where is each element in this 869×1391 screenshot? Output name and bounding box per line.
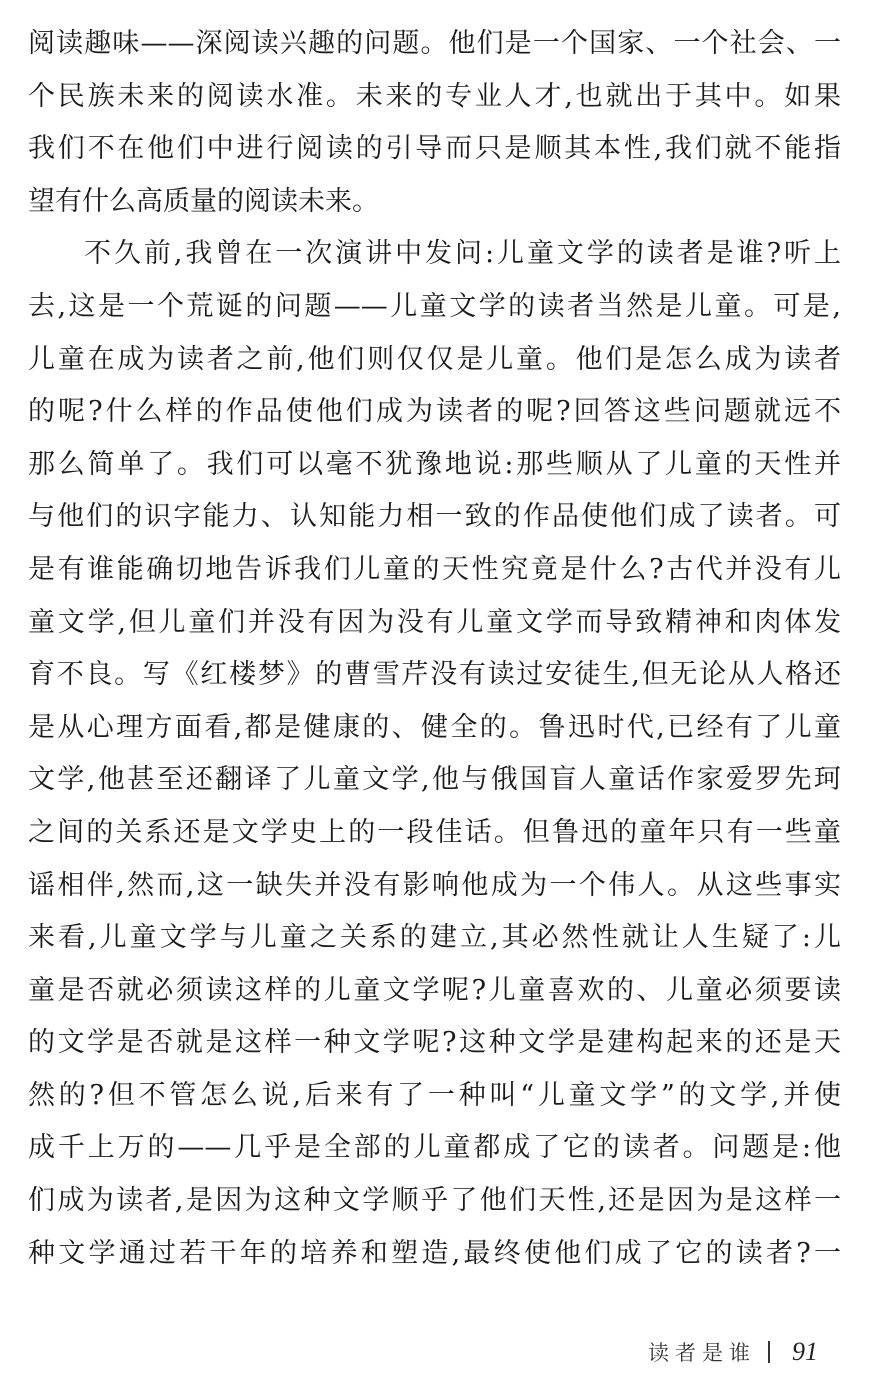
text-line: 是有谁能确切地告诉我们儿童的天性究竟是什么?古代并没有儿 [28, 553, 841, 585]
text-line: 种文学通过若干年的培养和塑造,最终使他们成了它的读者?一 [28, 1237, 841, 1269]
text-line: 谣相伴,然而,这一缺失并没有影响他成为一个伟人。从这些事实 [28, 869, 841, 901]
text-line: 们成为读者,是因为这种文学顺乎了他们天性,还是因为是这样一 [28, 1185, 841, 1217]
text-line: 成千上万的——几乎是全部的儿童都成了它的读者。问题是:他 [28, 1132, 841, 1164]
text-line: 我们不在他们中进行阅读的引导而只是顺其本性,我们就不能指 [28, 133, 841, 165]
running-title: 读者是谁 [648, 1341, 756, 1365]
text-line: 来看,儿童文学与儿童之关系的建立,其必然性就让人生疑了:儿 [28, 922, 841, 954]
text-line: 文学,他甚至还翻译了儿童文学,他与俄国盲人童话作家爱罗先珂 [28, 764, 841, 796]
text-line: 是从心理方面看,都是健康的、健全的。鲁迅时代,已经有了儿童 [28, 711, 841, 743]
page-footer [648, 1332, 818, 1372]
text-line: 童是否就必须读这样的儿童文学呢?儿童喜欢的、儿童必须要读 [28, 974, 841, 1006]
text-line: 之间的关系还是文学史上的一段佳话。但鲁迅的童年只有一些童 [28, 816, 841, 848]
text-line: 去,这是一个荒诞的问题——儿童文学的读者当然是儿童。可是, [28, 290, 841, 322]
text-line: 阅读趣味——深阅读兴趣的问题。他们是一个国家、一个社会、一 [28, 28, 841, 59]
text-line: 的呢?什么样的作品使他们成为读者的呢?回答这些问题就远不 [28, 396, 841, 428]
text-line: 育不良。写《红楼梦》的曹雪芹没有读过安徒生,但无论从人格还 [28, 659, 841, 691]
page-body [28, 18, 841, 1280]
text-line: 与他们的识字能力、认知能力相一致的作品使他们成了读者。可 [28, 501, 841, 533]
text-line: 个民族未来的阅读水准。未来的专业人才,也就出于其中。如果 [28, 80, 841, 112]
text-line: 童文学,但儿童们并没有因为没有儿童文学而导致精神和肉体发 [28, 606, 841, 638]
paragraph-start-line: 不久前,我曾在一次演讲中发问:儿童文学的读者是谁?听上 [84, 238, 841, 270]
text-line: 的文学是否就是这样一种文学呢?这种文学是建构起来的还是天 [28, 1027, 841, 1059]
footer-divider [768, 1341, 770, 1363]
text-line: 然的?但不管怎么说,后来有了一种叫“儿童文学”的文学,并使 [28, 1079, 841, 1111]
text-line: 望有什么高质量的阅读未来。 [28, 185, 379, 217]
text-line: 那么简单了。我们可以毫不犹豫地说:那些顺从了儿童的天性并 [28, 448, 841, 480]
page-number: 91 [792, 1337, 818, 1366]
text-line: 儿童在成为读者之前,他们则仅仅是儿童。他们是怎么成为读者 [28, 343, 841, 375]
